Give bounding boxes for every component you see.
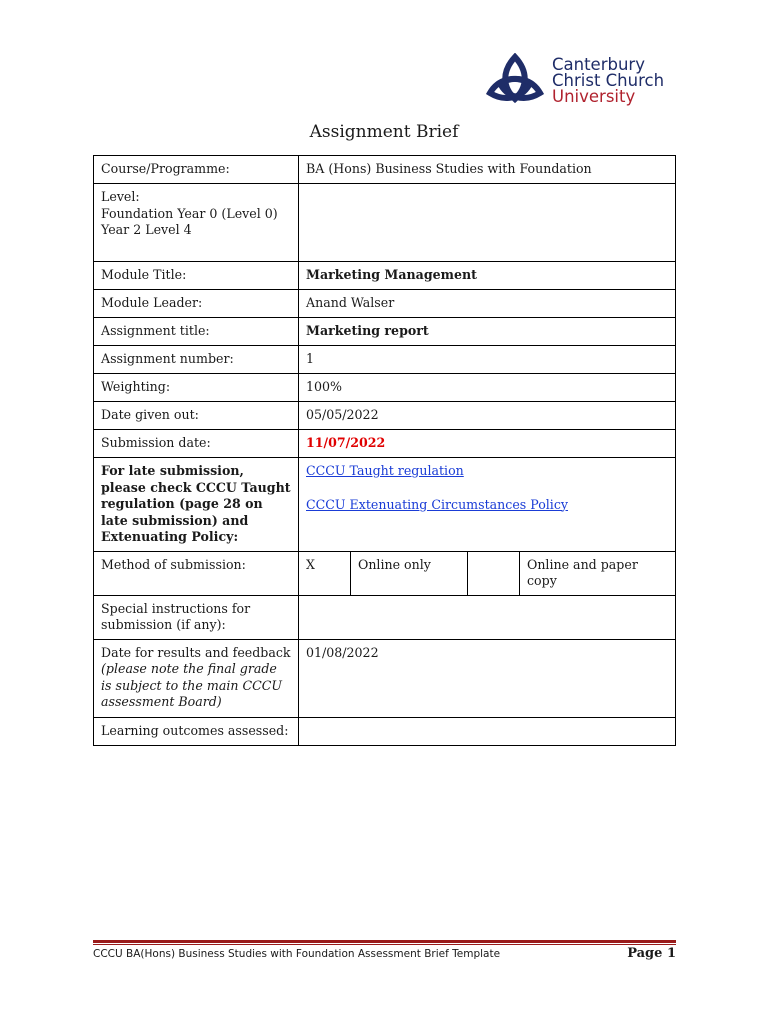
row-value-learning-outcomes [299,717,676,745]
table-row [94,290,676,318]
row-label-assignment-number: Assignment number: [94,346,299,374]
page-number: Page 1 [627,946,676,961]
assignment-brief-table [93,155,676,746]
logo-wordmark [552,57,664,105]
table-row [94,458,676,552]
method-option-online-only: Online only [351,551,468,595]
taught-regulation-link[interactable]: CCCU Taught regulation [306,463,464,478]
row-value-late-submission [299,458,676,552]
row-value-module-leader: Anand Walser [299,290,676,318]
row-value-special-instructions [299,595,676,639]
level-foundation: Foundation Year 0 (Level 0) [101,205,278,221]
logo-line-2: Christ Church [552,71,665,90]
footer-template-name: CCCU BA(Hons) Business Studies with Foundation Assessment Brief Template [93,948,501,960]
row-value-assignment-title: Marketing report [299,318,676,346]
row-label-results [94,639,299,717]
table-row [94,402,676,430]
row-value-course: BA (Hons) Business Studies with Foundation [299,156,676,184]
row-value-module-title: Marketing Management [299,262,676,290]
row-label-module-leader: Module Leader: [94,290,299,318]
row-label-date-given: Date given out: [94,402,299,430]
results-note: (please note the final grade is subject to the main CCCU assessment Board) [101,661,282,709]
row-label-special-instructions: Special instructions for submission (if any): [94,595,299,639]
level-label: Level: [101,189,140,204]
row-label-learning-outcomes: Learning outcomes assessed: [94,717,299,745]
footer-divider [93,940,676,943]
table-row [94,318,676,346]
extenuating-policy-link[interactable]: CCCU Extenuating Circumstances Policy [306,496,569,512]
table-row [94,551,676,595]
results-label: Date for results and feedback [101,644,291,660]
table-row [94,595,676,639]
row-label-module-title: Module Title: [94,262,299,290]
row-value-weighting: 100% [299,374,676,402]
logo-line-1: Canterbury [552,55,645,74]
table-row [94,156,676,184]
method-option-online-paper: Online and paper copy [520,551,676,595]
method-mark-online-paper [468,551,520,595]
table-row [94,374,676,402]
method-mark-online-only: X [299,551,351,595]
row-value-level [299,184,676,262]
row-label-level [94,184,299,262]
row-value-results: 01/08/2022 [299,639,676,717]
table-row [94,717,676,745]
row-label-submission-date: Submission date: [94,430,299,458]
page-title: Assignment Brief [309,122,459,142]
logo-line-3: University [552,87,636,106]
table-row [94,184,676,262]
row-label-assignment-title: Assignment title: [94,318,299,346]
table-row [94,430,676,458]
row-value-submission-date: 11/07/2022 [299,430,676,458]
row-label-course: Course/Programme: [94,156,299,184]
table-row [94,262,676,290]
footer-divider-thin [93,944,676,945]
trinity-knot-icon [484,53,546,109]
row-label-method: Method of submission: [94,551,299,595]
row-value-date-given: 05/05/2022 [299,402,676,430]
row-label-late-submission: For late submission, please check CCCU Taught regulation (page 28 on late submission) and Extenuating Policy: [94,458,299,552]
table-row [94,346,676,374]
table-row [94,639,676,717]
row-value-assignment-number: 1 [299,346,676,374]
level-year2: Year 2 Level 4 [101,222,192,237]
row-label-weighting: Weighting: [94,374,299,402]
university-logo [476,40,676,120]
